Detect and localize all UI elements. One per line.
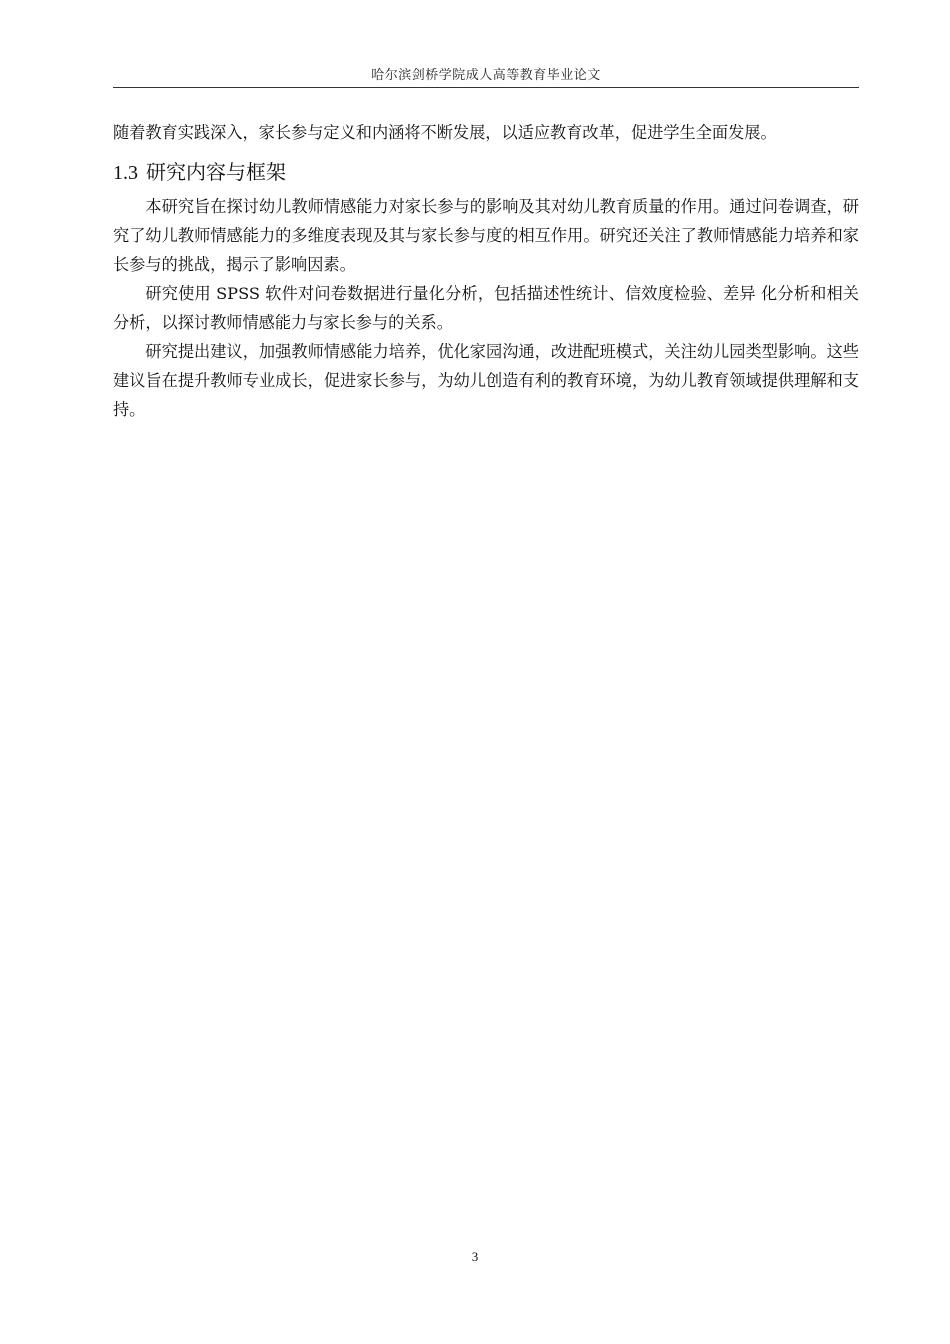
section-number: 1.3 xyxy=(113,162,138,184)
header-divider xyxy=(113,87,859,88)
running-header: 哈尔滨剑桥学院成人高等教育毕业论文 xyxy=(371,68,601,83)
body-paragraph-1: 本研究旨在探讨幼儿教师情感能力对家长参与的影响及其对幼儿教育质量的作用。通过问卷调查，研究了幼儿教师情感能力的多维度表现及其与家长参与度的相互作用。研究还关注了教师情感能力培养和家长参与的挑战，揭示了影响因素。 xyxy=(113,197,859,274)
body-paragraph-3: 研究提出建议，加强教师情感能力培养，优化家园沟通，改进配班模式，关注幼儿园类型影响。这些建议旨在提升教师专业成长，促进家长参与，为幼儿创造有利的教育环境，为幼儿教育领域提供理解和支持。 xyxy=(113,342,859,419)
page-number: 3 xyxy=(471,1249,479,1264)
body-paragraph-2: 研究使用 SPSS 软件对问卷数据进行量化分析，包括描述性统计、信效度检验、差异 化分析和相关分析，以探讨教师情感能力与家长参与的关系。 xyxy=(113,284,859,332)
section-heading xyxy=(113,157,859,188)
section-title: 研究内容与框架 xyxy=(146,160,286,184)
continued-paragraph: 随着教育实践深入，家长参与定义和内涵将不断发展，以适应教育改革，促进学生全面发展。 xyxy=(113,123,777,142)
page-body xyxy=(113,118,859,424)
